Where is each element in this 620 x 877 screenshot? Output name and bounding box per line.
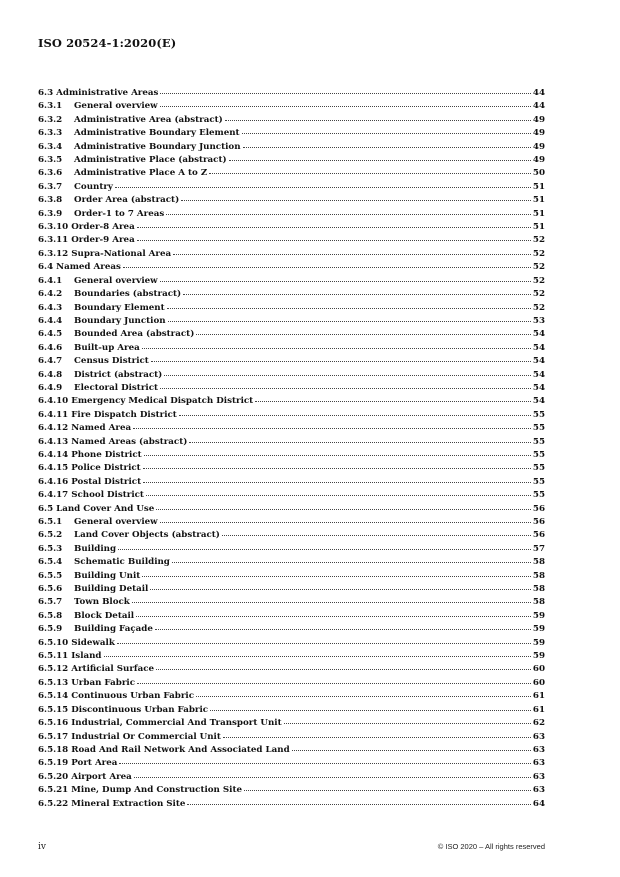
- toc-entry-page: 49: [532, 128, 545, 139]
- toc-dot-leader: [155, 626, 531, 630]
- toc-dot-leader: [255, 398, 531, 402]
- toc-dot-leader: [137, 224, 531, 228]
- toc-entry-number: 6.3.7: [38, 181, 63, 192]
- toc-dot-leader: [196, 693, 531, 697]
- toc-entry-number: 6.3.12: [38, 248, 69, 259]
- toc-entry-title: Country: [74, 181, 113, 192]
- toc-entry[interactable]: [38, 100, 545, 113]
- toc-entry-number: 6.4.2: [38, 289, 63, 300]
- toc-entry-number: 6.3.3: [38, 128, 63, 139]
- toc-entry-title: Order Area (abstract): [74, 195, 180, 206]
- toc-entry[interactable]: [38, 583, 545, 596]
- toc-entry-number: 6.5.6: [38, 584, 63, 595]
- toc-entry-title: Fire Dispatch District: [71, 409, 177, 420]
- toc-entry-title: Building Unit: [74, 570, 141, 581]
- toc-entry-page: 55: [532, 490, 545, 501]
- toc-dot-leader: [242, 130, 531, 134]
- toc-dot-leader: [133, 425, 531, 429]
- toc-entry[interactable]: [38, 342, 545, 355]
- toc-entry-number: 6.5.7: [38, 597, 63, 608]
- toc-entry[interactable]: [38, 261, 545, 274]
- toc-entry[interactable]: [38, 677, 545, 690]
- toc-entry[interactable]: [38, 637, 545, 650]
- toc-dot-leader: [156, 666, 531, 670]
- toc-entry-number: 6.5: [38, 503, 54, 514]
- toc-entry-title: Island: [71, 651, 102, 662]
- toc-entry[interactable]: [38, 181, 545, 194]
- toc-entry-number: 6.3.9: [38, 208, 63, 219]
- toc-entry-page: 54: [532, 356, 545, 367]
- toc-dot-leader: [222, 532, 531, 536]
- toc-entry-number: 6.4.12: [38, 423, 69, 434]
- toc-entry[interactable]: [38, 784, 545, 797]
- toc-dot-leader: [164, 372, 531, 376]
- toc-entry[interactable]: [38, 690, 545, 703]
- toc-entry-page: 61: [532, 691, 545, 702]
- toc-entry[interactable]: [38, 154, 545, 167]
- toc-entry-number: 6.5.3: [38, 543, 63, 554]
- toc-dot-leader: [229, 157, 531, 161]
- toc-entry-page: 52: [532, 248, 545, 259]
- toc-entry-number: 6.4.9: [38, 382, 63, 393]
- toc-entry-title: Mine, Dump And Construction Site: [71, 785, 243, 796]
- toc-entry[interactable]: [38, 449, 545, 462]
- toc-entry[interactable]: [38, 288, 545, 301]
- toc-dot-leader: [160, 385, 531, 389]
- toc-entry-number: 6.5.20: [38, 771, 69, 782]
- toc-entry[interactable]: [38, 476, 545, 489]
- toc-entry-number: 6.5.9: [38, 624, 63, 635]
- toc-entry[interactable]: [38, 369, 545, 382]
- toc-entry-page: 62: [532, 718, 545, 729]
- toc-entry-title: Urban Fabric: [71, 677, 135, 688]
- toc-dot-leader: [210, 707, 531, 711]
- toc-entry[interactable]: [38, 127, 545, 140]
- toc-entry-page: 55: [532, 436, 545, 447]
- toc-dot-leader: [166, 211, 531, 215]
- toc-entry-number: 6.3.6: [38, 168, 63, 179]
- toc-entry-number: 6.5.19: [38, 758, 69, 769]
- toc-entry-number: 6.5.4: [38, 557, 63, 568]
- toc-entry-page: 49: [532, 155, 545, 166]
- toc-entry[interactable]: [38, 556, 545, 569]
- toc-entry-title: Industrial Or Commercial Unit: [71, 731, 221, 742]
- toc-dot-leader: [284, 720, 531, 724]
- page-footer: [38, 842, 545, 852]
- toc-entry-page: 59: [532, 651, 545, 662]
- toc-entry[interactable]: [38, 275, 545, 288]
- toc-dot-leader: [160, 90, 530, 94]
- toc-entry-title: Census District: [74, 356, 149, 367]
- toc-entry-page: 52: [532, 275, 545, 286]
- toc-dot-leader: [223, 734, 531, 738]
- toc-entry-page: 56: [532, 530, 545, 541]
- toc-entry-page: 56: [532, 517, 545, 527]
- toc-dot-leader: [160, 519, 531, 523]
- toc-entry-title: Administrative Area (abstract): [74, 114, 223, 125]
- toc-entry-number: 6.3.10: [38, 222, 69, 233]
- toc-entry-number: 6.5.11: [38, 651, 69, 662]
- toc-entry-page: 63: [532, 758, 545, 769]
- toc-entry[interactable]: [38, 395, 545, 408]
- toc-entry[interactable]: [38, 717, 545, 730]
- toc-entry-number: 6.5.12: [38, 664, 69, 675]
- toc-entry-page: 52: [532, 289, 545, 300]
- toc-entry-title: Building Façade: [74, 624, 153, 635]
- toc-entry-title: General overview: [74, 275, 158, 286]
- toc-dot-leader: [183, 291, 531, 295]
- toc-dot-leader: [123, 264, 531, 268]
- toc-entry-number: 6.5.22: [38, 798, 69, 809]
- toc-entry-title: Schematic Building: [74, 557, 170, 568]
- toc-entry[interactable]: [38, 141, 545, 154]
- toc-entry-number: 6.3.11: [38, 235, 69, 246]
- toc-entry-number: 6.5.16: [38, 718, 69, 729]
- toc-dot-leader: [142, 345, 531, 349]
- toc-entry[interactable]: [38, 529, 545, 542]
- toc-entry[interactable]: [38, 87, 545, 100]
- toc-entry[interactable]: [38, 744, 545, 757]
- toc-dot-leader: [115, 184, 531, 188]
- toc-entry-title: General overview: [74, 101, 158, 112]
- toc-entry[interactable]: [38, 596, 545, 609]
- toc-entry-page: 54: [532, 396, 545, 407]
- toc-entry[interactable]: [38, 409, 545, 422]
- toc-entry-title: Emergency Medical Dispatch District: [71, 396, 254, 407]
- toc-entry-page: 58: [532, 570, 545, 581]
- toc-dot-leader: [137, 680, 531, 684]
- toc-entry-page: 49: [532, 141, 545, 152]
- toc-entry-title: Block Detail: [74, 610, 135, 621]
- toc-entry-page: 55: [532, 463, 545, 474]
- toc-entry[interactable]: [38, 570, 545, 583]
- toc-dot-leader: [136, 613, 531, 617]
- toc-entry-page: 64: [532, 798, 545, 809]
- toc-entry-number: 6.5.18: [38, 744, 69, 755]
- toc-entry[interactable]: [38, 610, 545, 623]
- toc-entry-page: 49: [532, 114, 545, 125]
- toc-entry-page: 55: [532, 409, 545, 420]
- toc-entry-page: 53: [532, 315, 545, 326]
- toc-entry-title: Administrative Areas: [56, 88, 159, 98]
- toc-entry-page: 63: [532, 785, 545, 796]
- toc-dot-leader: [146, 492, 531, 496]
- toc-entry-title: Road And Rail Network And Associated Land: [71, 744, 290, 755]
- toc-entry[interactable]: [38, 543, 545, 556]
- toc-dot-leader: [167, 305, 531, 309]
- toc-entry[interactable]: [38, 194, 545, 207]
- toc-entry-number: 6.5.17: [38, 731, 69, 742]
- toc-entry[interactable]: [38, 623, 545, 636]
- toc-entry-number: 6.4.4: [38, 315, 63, 326]
- toc-entry-title: Boundaries (abstract): [74, 289, 182, 300]
- toc-entry-title: Airport Area: [71, 771, 132, 782]
- toc-entry-number: 6.3.1: [38, 101, 63, 112]
- toc-entry-page: 56: [532, 503, 545, 514]
- toc-entry-title: Boundary Element: [74, 302, 165, 313]
- toc-entry-number: 6.4.17: [38, 490, 69, 501]
- toc-entry-number: 6.4.14: [38, 449, 69, 460]
- toc-entry-page: 54: [532, 329, 545, 340]
- toc-entry-page: 50: [532, 168, 545, 179]
- toc-entry-number: 6.4.8: [38, 369, 63, 380]
- toc-entry-page: 59: [532, 624, 545, 635]
- toc-entry-page: 60: [532, 677, 545, 688]
- toc-dot-leader: [104, 653, 531, 657]
- toc-entry-title: Sidewalk: [71, 637, 115, 648]
- toc-entry[interactable]: [38, 731, 545, 744]
- toc-entry-title: Bounded Area (abstract): [74, 329, 195, 340]
- toc-dot-leader: [160, 278, 531, 282]
- toc-entry[interactable]: [38, 208, 545, 221]
- toc-dot-leader: [143, 479, 531, 483]
- toc-entry-title: Administrative Place (abstract): [74, 155, 227, 166]
- toc-entry-page: 54: [532, 382, 545, 393]
- toc-entry-title: Building Detail: [74, 584, 149, 595]
- toc-dot-leader: [181, 197, 531, 201]
- toc-dot-leader: [244, 787, 531, 791]
- toc-entry-title: District (abstract): [74, 369, 163, 380]
- toc-entry-number: 6.4.7: [38, 356, 63, 367]
- toc-dot-leader: [118, 546, 531, 550]
- toc-entry-title: Order-1 to 7 Areas: [74, 208, 165, 219]
- table-of-contents: [38, 87, 545, 811]
- toc-entry-title: Discontinuous Urban Fabric: [71, 704, 209, 715]
- toc-entry[interactable]: [38, 114, 545, 127]
- toc-dot-leader: [134, 774, 531, 778]
- toc-entry[interactable]: [38, 221, 545, 234]
- toc-entry-title: Continuous Urban Fabric: [71, 691, 194, 702]
- toc-entry-number: 6.5.5: [38, 570, 63, 581]
- toc-entry-title: Artificial Surface: [71, 664, 155, 675]
- toc-entry[interactable]: [38, 422, 545, 435]
- toc-entry-number: 6.4.10: [38, 396, 69, 407]
- toc-entry-page: 59: [532, 637, 545, 648]
- toc-dot-leader: [117, 640, 531, 644]
- toc-entry-number: 6.4.15: [38, 463, 69, 474]
- toc-dot-leader: [168, 318, 531, 322]
- copyright-notice: © ISO 2020 – All rights reserved: [437, 842, 545, 851]
- toc-entry-title: Named Areas (abstract): [71, 436, 188, 447]
- toc-dot-leader: [160, 103, 531, 107]
- toc-entry[interactable]: [38, 234, 545, 247]
- toc-entry-page: 55: [532, 423, 545, 434]
- toc-entry-title: Named Area: [71, 423, 132, 434]
- toc-dot-leader: [225, 117, 531, 121]
- toc-entry[interactable]: [38, 167, 545, 180]
- toc-entry-page: 63: [532, 771, 545, 782]
- toc-entry[interactable]: [38, 771, 545, 784]
- toc-entry-page: 51: [532, 208, 545, 219]
- toc-dot-leader: [142, 573, 531, 577]
- toc-dot-leader: [137, 237, 531, 241]
- toc-entry-title: Postal District: [71, 476, 142, 487]
- document-id-header: ISO 20524-1:2020(E): [38, 36, 177, 50]
- toc-dot-leader: [156, 506, 531, 510]
- toc-entry-number: 6.3.2: [38, 114, 63, 125]
- toc-entry-title: Town Block: [74, 597, 130, 608]
- toc-entry-page: 55: [532, 449, 545, 460]
- toc-entry-page: 54: [532, 369, 545, 380]
- toc-entry[interactable]: [38, 382, 545, 395]
- toc-entry-page: 58: [532, 584, 545, 595]
- toc-entry[interactable]: [38, 248, 545, 261]
- toc-entry-page: 51: [532, 222, 545, 233]
- toc-entry-number: 6.5.13: [38, 677, 69, 688]
- toc-entry-title: Administrative Boundary Junction: [74, 141, 241, 152]
- toc-entry-title: Named Areas: [56, 262, 121, 273]
- toc-dot-leader: [143, 465, 531, 469]
- toc-entry[interactable]: [38, 798, 545, 811]
- toc-entry-number: 6.3.8: [38, 195, 63, 206]
- toc-entry-number: 6.4.3: [38, 302, 63, 313]
- toc-entry-title: Electoral District: [74, 382, 158, 393]
- toc-entry-title: General overview: [74, 517, 158, 527]
- toc-entry-page: 58: [532, 557, 545, 568]
- toc-entry[interactable]: [38, 757, 545, 770]
- toc-dot-leader: [151, 358, 531, 362]
- toc-entry-title: Administrative Place A to Z: [74, 168, 208, 179]
- toc-dot-leader: [119, 760, 530, 764]
- toc-dot-leader: [173, 251, 531, 255]
- toc-entry-title: Order-9 Area: [71, 235, 135, 246]
- toc-entry[interactable]: [38, 503, 545, 516]
- toc-entry-page: 63: [532, 744, 545, 755]
- toc-entry-page: 44: [532, 88, 545, 98]
- toc-entry-page: 51: [532, 195, 545, 206]
- toc-entry[interactable]: [38, 436, 545, 449]
- toc-dot-leader: [150, 586, 531, 590]
- toc-dot-leader: [144, 452, 531, 456]
- toc-dot-leader: [187, 801, 531, 805]
- toc-entry[interactable]: [38, 489, 545, 502]
- toc-entry-number: 6.4.16: [38, 476, 69, 487]
- toc-entry-number: 6.4.1: [38, 275, 63, 286]
- toc-entry-title: Port Area: [71, 758, 118, 769]
- toc-entry-page: 55: [532, 476, 545, 487]
- toc-entry-number: 6.5.14: [38, 691, 69, 702]
- toc-entry-number: 6.3: [38, 88, 54, 98]
- toc-dot-leader: [196, 331, 531, 335]
- toc-entry-page: 51: [532, 181, 545, 192]
- toc-entry-title: Boundary Junction: [74, 315, 166, 326]
- toc-entry-number: 6.4.11: [38, 409, 69, 420]
- toc-entry[interactable]: [38, 516, 545, 529]
- toc-entry-title: Built-up Area: [74, 342, 140, 353]
- toc-entry-page: 61: [532, 704, 545, 715]
- toc-entry-number: 6.5.1: [38, 517, 63, 527]
- toc-entry-title: Mineral Extraction Site: [71, 798, 186, 809]
- toc-entry-number: 6.5.10: [38, 637, 69, 648]
- toc-entry-number: 6.5.21: [38, 785, 69, 796]
- toc-entry-title: Building: [74, 543, 117, 554]
- toc-entry-page: 54: [532, 342, 545, 353]
- toc-entry-page: 52: [532, 262, 545, 273]
- toc-entry-number: 6.4.6: [38, 342, 63, 353]
- toc-entry-page: 44: [532, 101, 545, 112]
- toc-entry-number: 6.4.5: [38, 329, 63, 340]
- toc-entry-page: 59: [532, 610, 545, 621]
- toc-dot-leader: [243, 144, 531, 148]
- toc-dot-leader: [209, 170, 531, 174]
- toc-entry-title: Industrial, Commercial And Transport Unit: [71, 718, 282, 729]
- toc-dot-leader: [172, 559, 531, 563]
- page-number: iv: [38, 842, 46, 852]
- toc-entry[interactable]: [38, 315, 545, 328]
- toc-entry-title: Order-8 Area: [71, 222, 135, 233]
- toc-entry-title: Supra-National Area: [71, 248, 172, 259]
- toc-entry-number: 6.5.15: [38, 704, 69, 715]
- toc-entry[interactable]: [38, 302, 545, 315]
- toc-entry[interactable]: [38, 663, 545, 676]
- toc-entry[interactable]: [38, 355, 545, 368]
- toc-dot-leader: [189, 439, 531, 443]
- toc-entry[interactable]: [38, 704, 545, 717]
- toc-entry-title: Land Cover And Use: [56, 503, 155, 514]
- toc-entry-number: 6.3.5: [38, 155, 63, 166]
- toc-entry-title: Land Cover Objects (abstract): [74, 530, 220, 541]
- toc-entry[interactable]: [38, 462, 545, 475]
- toc-entry[interactable]: [38, 650, 545, 663]
- toc-entry-number: 6.5.2: [38, 530, 63, 541]
- toc-entry-page: 57: [532, 543, 545, 554]
- toc-dot-leader: [132, 599, 531, 603]
- toc-entry-title: Phone District: [71, 449, 142, 460]
- toc-dot-leader: [179, 412, 531, 416]
- toc-entry-number: 6.3.4: [38, 141, 63, 152]
- toc-entry-number: 6.5.8: [38, 610, 63, 621]
- toc-entry-page: 60: [532, 664, 545, 675]
- toc-entry-number: 6.4: [38, 262, 54, 273]
- toc-entry-page: 52: [532, 235, 545, 246]
- toc-entry-page: 52: [532, 302, 545, 313]
- toc-entry-page: 58: [532, 597, 545, 608]
- toc-entry-page: 63: [532, 731, 545, 742]
- toc-dot-leader: [292, 747, 531, 751]
- toc-entry-title: School District: [71, 490, 144, 501]
- toc-entry-title: Administrative Boundary Element: [74, 128, 240, 139]
- toc-entry[interactable]: [38, 328, 545, 341]
- toc-entry-title: Police District: [71, 463, 141, 474]
- toc-entry-number: 6.4.13: [38, 436, 69, 447]
